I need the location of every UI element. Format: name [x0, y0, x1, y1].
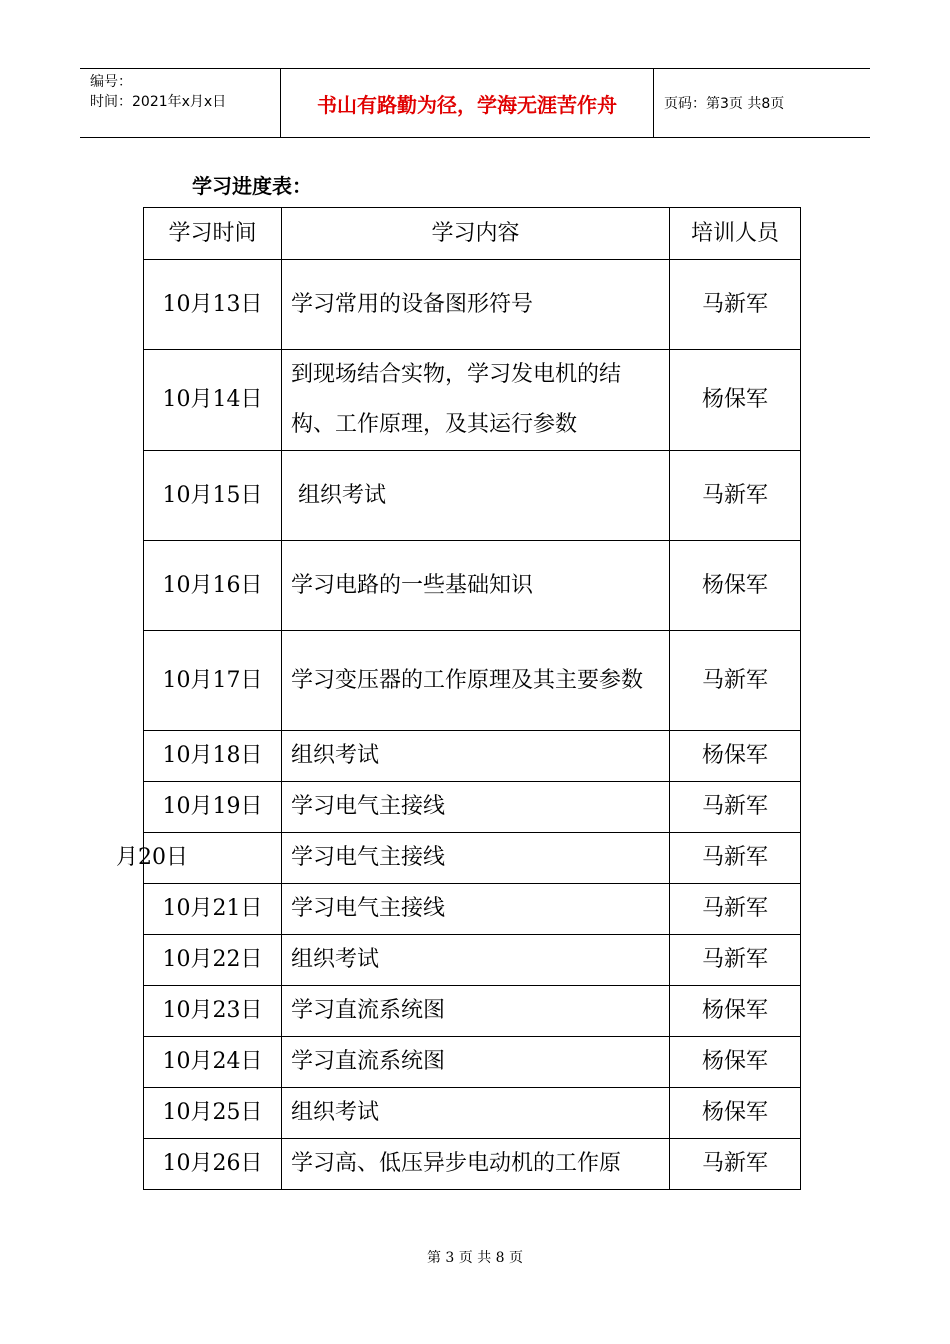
table-row [144, 782, 801, 833]
misaligned-date: 月20日 [116, 845, 188, 870]
row-content: 组织考试 [282, 1088, 670, 1139]
row-person: 杨保军 [670, 350, 801, 451]
row-date: 10月26日 [144, 1139, 282, 1190]
row-person: 马新军 [670, 935, 801, 986]
row-person: 马新军 [670, 260, 801, 350]
row-person: 马新军 [670, 1139, 801, 1190]
table-row [144, 986, 801, 1037]
row-date: 10月22日 [144, 935, 282, 986]
row-date: 10月18日 [144, 731, 282, 782]
row-date: 10月15日 [144, 451, 282, 541]
row-date: 10月13日 [144, 260, 282, 350]
row-date: 10月24日 [144, 1037, 282, 1088]
schedule-table [143, 207, 801, 1190]
row-date: 10月25日 [144, 1088, 282, 1139]
table-row [144, 631, 801, 731]
table-row [144, 833, 801, 884]
table-row [144, 1139, 801, 1190]
row-content: 组织考试 [282, 935, 670, 986]
row-date: 10月14日 [144, 350, 282, 451]
row-date: 10月21日 [144, 884, 282, 935]
header-page-info: 页码：第3页 共8页 [664, 96, 785, 112]
schedule-title: 学习进度表： [192, 174, 312, 198]
table-header-row [144, 208, 801, 260]
row-person: 马新军 [670, 631, 801, 731]
row-content: 学习高、低压异步电动机的工作原 [282, 1139, 670, 1190]
row-date: 10月16日 [144, 541, 282, 631]
row-content: 组织考试 [282, 731, 670, 782]
header-motto: 书山有路勤为径，学海无涯苦作舟 [280, 69, 654, 137]
table-row [144, 350, 801, 451]
row-person: 杨保军 [670, 1037, 801, 1088]
row-content: 到现场结合实物，学习发电机的结构、工作原理，及其运行参数 [282, 350, 670, 451]
row-content: 学习直流系统图 [282, 1037, 670, 1088]
header-meta [80, 69, 280, 137]
row-content: 学习电气主接线 [282, 833, 670, 884]
column-header-content: 学习内容 [282, 208, 670, 260]
row-content: 学习电气主接线 [282, 782, 670, 833]
row-content: 学习电气主接线 [282, 884, 670, 935]
column-header-person: 培训人员 [670, 208, 801, 260]
row-person: 马新军 [670, 833, 801, 884]
column-header-time: 学习时间 [144, 208, 282, 260]
row-content: 学习电路的一些基础知识 [282, 541, 670, 631]
row-content: 学习直流系统图 [282, 986, 670, 1037]
row-person: 马新军 [670, 884, 801, 935]
row-person: 杨保军 [670, 541, 801, 631]
row-content: 学习常用的设备图形符号 [282, 260, 670, 350]
row-person: 杨保军 [670, 1088, 801, 1139]
row-content: 组织考试 [282, 451, 670, 541]
row-date: 10月17日 [144, 631, 282, 731]
row-person: 马新军 [670, 782, 801, 833]
row-date: 10月19日 [144, 782, 282, 833]
row-person: 杨保军 [670, 986, 801, 1037]
page-footer: 第 3 页 共 8 页 [426, 1250, 524, 1266]
row-person: 杨保军 [670, 731, 801, 782]
table-row [144, 260, 801, 350]
row-content: 学习变压器的工作原理及其主要参数 [282, 631, 670, 731]
table-row [144, 935, 801, 986]
table-row [144, 1088, 801, 1139]
row-date: 10月23日 [144, 986, 282, 1037]
table-row [144, 731, 801, 782]
table-row [144, 1037, 801, 1088]
table-row [144, 541, 801, 631]
page-header [80, 68, 870, 138]
serial-label: 编号： [90, 74, 132, 90]
time-label: 时间：2021年x月x日 [90, 94, 227, 110]
row-person: 马新军 [670, 451, 801, 541]
table-row [144, 884, 801, 935]
table-row [144, 451, 801, 541]
